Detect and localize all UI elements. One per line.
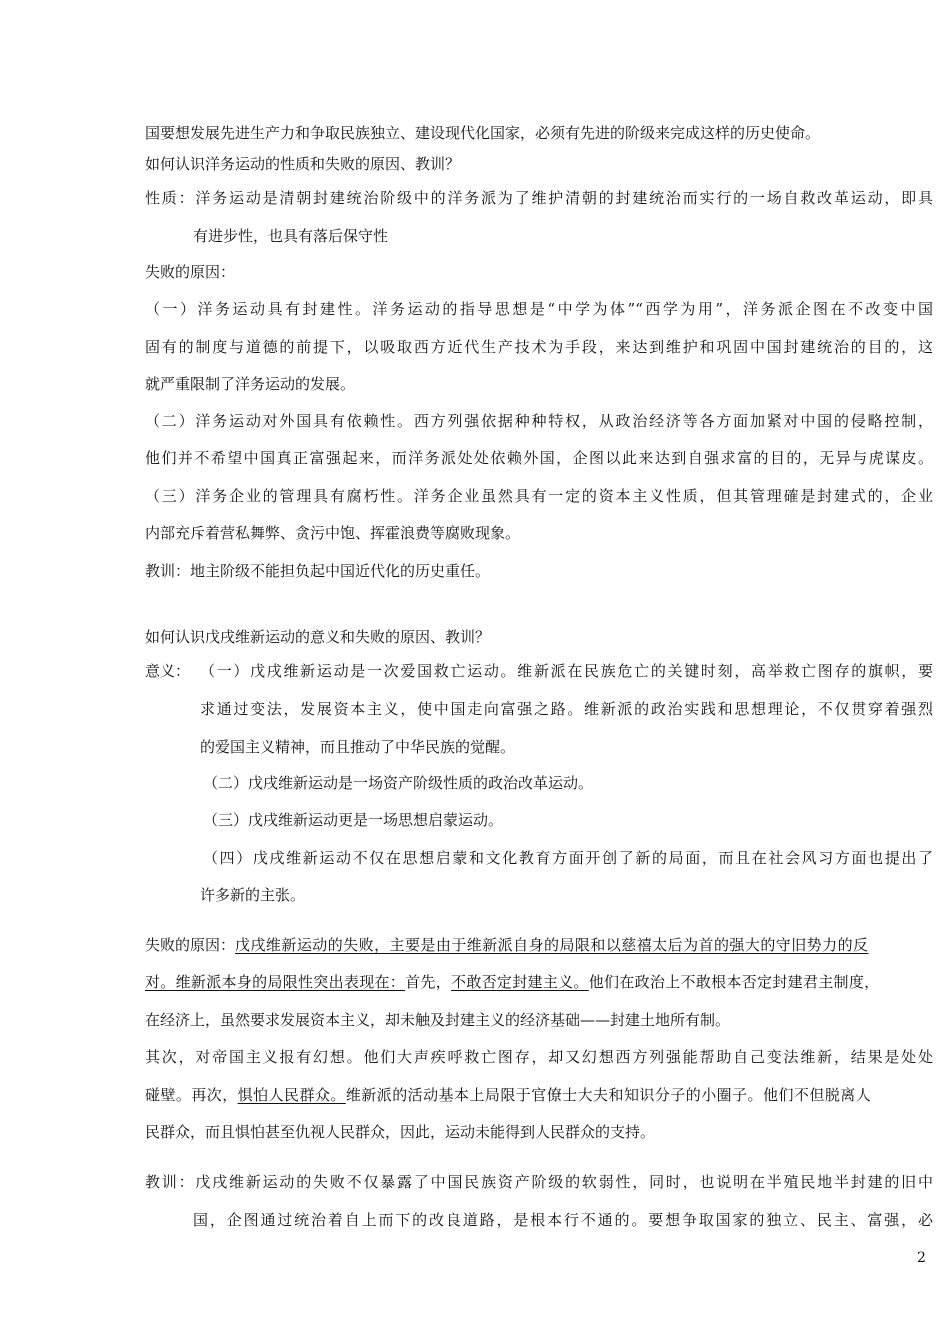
underlined-text: 戊戌维新运动的失败，主要是由于维新派自身的局限和以慈禧太后为首的强大的守旧势力的反 <box>235 936 869 954</box>
text-line: 他们并不希望中国真正富强起来，而洋务派处处依赖外国，企图以此来达到自强求富的目的，无异与虎谋皮。 <box>145 449 933 467</box>
text-line: （一）戊戌维新运动是一次爱国救亡运动。维新派在民族危亡的关键时刻，高举救亡图存的旗帜，要 <box>200 662 933 680</box>
section-label: 失败的原因： <box>145 263 236 281</box>
text-line <box>145 1085 871 1105</box>
underlined-text: 对。维新派本身的局限性突出表现在： <box>145 973 406 991</box>
text-line: 教训：戊戌维新运动的失败不仅暴露了中国民族资产阶级的软弱性，同时，也说明在半殖民地半封建的旧中 <box>145 1173 933 1191</box>
text-line: 求通过变法，发展资本主义，使中国走向富强之路。维新派的政治实践和思想理论，不仅贯穿着强烈 <box>200 700 933 718</box>
text-line: 教训：地主阶级不能担负起中国近代化的历史重任。 <box>145 562 491 580</box>
text-line: （二）戊戌维新运动是一场资产阶级性质的政治改革运动。 <box>203 774 594 792</box>
text-line: （三）戊戌维新运动更是一场思想启蒙运动。 <box>203 811 504 829</box>
text-line: （二）洋务运动对外国具有依赖性。西方列强依据种种特权，从政治经济等各方面加紧对中国的侵略控制， <box>145 412 933 430</box>
text-line: 固有的制度与道德的前提下，以吸取西方近代生产技术为手段，来达到维护和巩固中国封建统治的目的，这 <box>145 338 933 356</box>
text-line: 的爱国主义精神，而且推动了中华民族的觉醒。 <box>200 738 516 756</box>
section-label: 意义： <box>145 662 191 680</box>
text-segment: 他们在政治上不敢根本否定封建君主制度， <box>588 973 880 991</box>
underlined-text: 惧怕人民群众。 <box>237 1086 346 1104</box>
text-segment: 碰壁。再次， <box>145 1086 238 1104</box>
text-line: （一）洋务运动具有封建性。洋务运动的指导思想是“中学为体”“西学为用”，洋务派企图在不改变中国 <box>145 300 933 318</box>
text-line <box>145 935 868 955</box>
text-line: 就严重限制了洋务运动的发展。 <box>145 375 356 393</box>
text-segment: 首先， <box>405 973 452 991</box>
text-line: 民群众，而且惧怕甚至仇视人民群众，因此，运动未能得到人民群众的支持。 <box>145 1123 656 1141</box>
section-label: 失败的原因： <box>145 936 236 954</box>
question-heading: 如何认识戊戌维新运动的意义和失败的原因、教训？ <box>145 628 491 646</box>
text-line: 性质：洋务运动是清朝封建统治阶级中的洋务派为了维护清朝的封建统治而实行的一场自救改革运动，即具 <box>145 189 933 207</box>
text-line: （四）戊戌维新运动不仅在思想启蒙和文化教育方面开创了新的局面，而且在社会风习方面也提出了 <box>203 849 933 867</box>
text-line: 国，企图通过统治着自上而下的改良道路，是根本行不通的。要想争取国家的独立、民主、富强，必 <box>193 1211 933 1229</box>
text-line <box>145 972 879 992</box>
page-number: 2 <box>917 1250 926 1266</box>
text-line: 在经济上，虽然要求发展资本主义，却未触及封建主义的经济基础——封建土地所有制。 <box>145 1011 731 1029</box>
underlined-text: 不敢否定封建主义。 <box>451 973 589 991</box>
text-line: （三）洋务企业的管理具有腐朽性。洋务企业虽然具有一定的资本主义性质，但其管理確是封建式的，企业 <box>145 487 933 505</box>
question-heading: 如何认识洋务运动的性质和失败的原因、教训？ <box>145 155 461 173</box>
text-line: 有进步性，也具有落后保守性 <box>193 227 389 245</box>
text-line: 许多新的主张。 <box>200 886 306 904</box>
text-line: 其次，对帝国主义报有幻想。他们大声疾呼救亡图存，却又幻想西方列强能帮助自己变法维新，结果是处处 <box>145 1048 933 1066</box>
text-line: 内部充斥着营私舞弊、贪污中饱、挥霍浪费等腐败现象。 <box>145 524 521 542</box>
text-line: 国要想发展先进生产力和争取民族独立、建设现代化国家，必须有先进的阶级来完成这样的历史使命。 <box>145 124 821 142</box>
text-segment: 维新派的活动基本上局限于官僚士大夫和知识分子的小圈子。他们不但脱离人 <box>345 1086 872 1104</box>
